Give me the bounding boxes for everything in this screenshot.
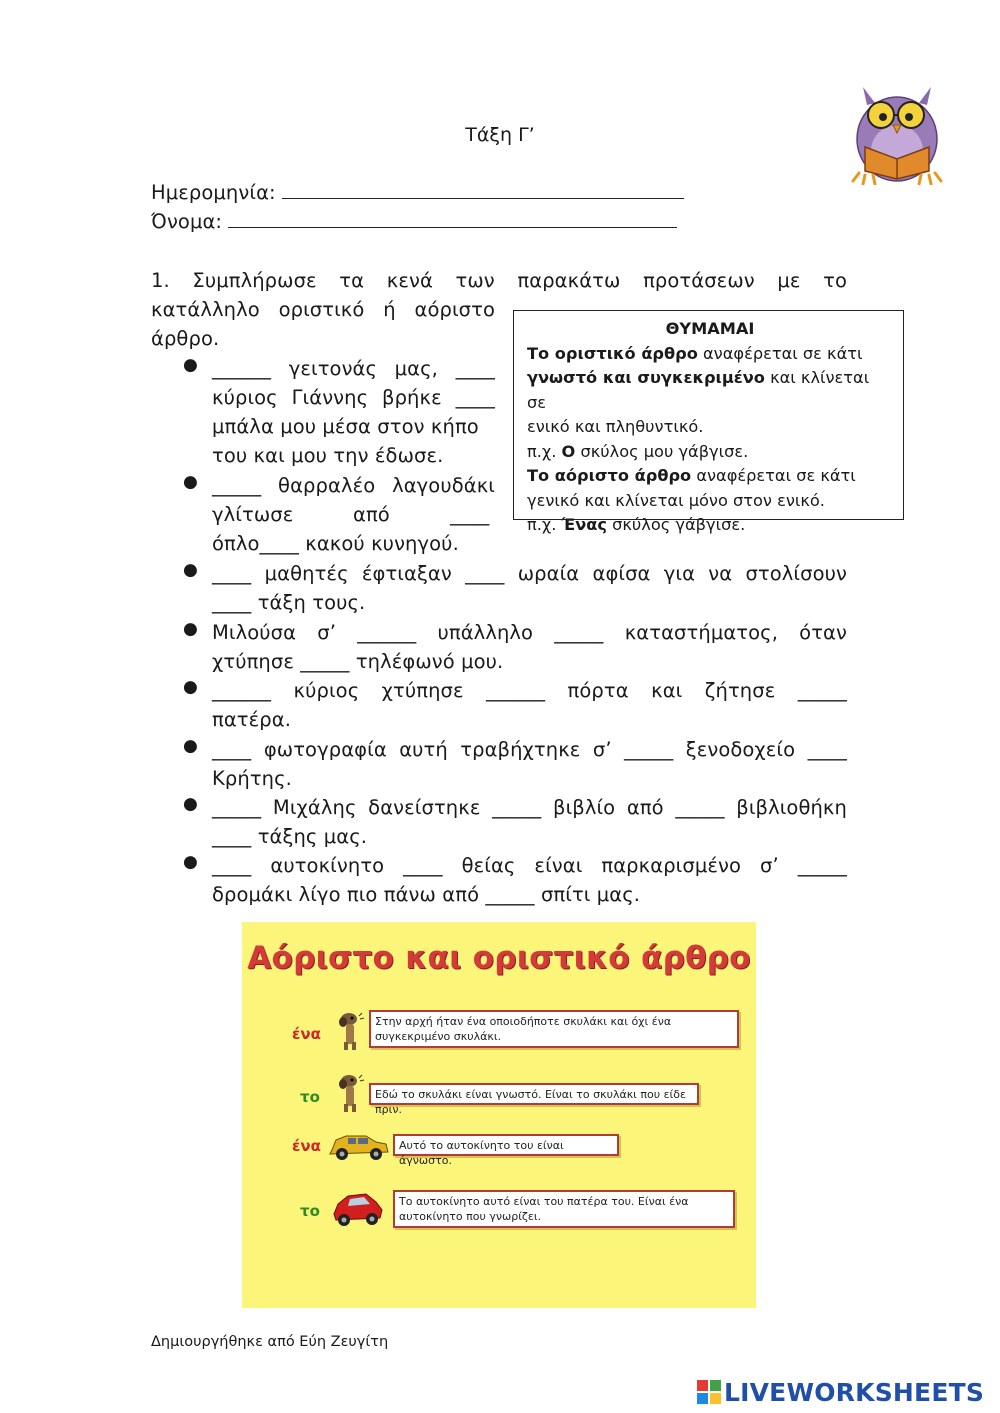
poster-article-2: το (300, 1088, 320, 1106)
poster-article-4: το (300, 1202, 320, 1220)
reminder-line-5: Το αόριστο άρθρο αναφέρεται σε κάτι (527, 466, 856, 485)
sentence-7-line-2[interactable]: ____ τάξης μας. (212, 825, 368, 848)
liveworksheets-wordmark: LIVEWORKSHEETS (724, 1377, 985, 1407)
date-blank[interactable] (282, 197, 684, 199)
sentence-1-line-1[interactable]: ______ γειτονάς μας, ____ (212, 357, 495, 380)
sentence-2-line-1[interactable]: _____ θαρραλέο λαγουδάκι (212, 474, 495, 497)
bullet-icon: ● (183, 794, 198, 814)
name-label: Όνομα: (151, 210, 223, 233)
liveworksheets-emblem-icon (697, 1380, 721, 1404)
liveworksheets-logo[interactable] (697, 1378, 984, 1406)
article-poster (242, 922, 756, 1308)
reminder-line-1: Το οριστικό άρθρο αναφέρεται σε κάτι (527, 343, 863, 363)
poster-text-3: Αυτό το αυτοκίνητο του είναι άγνωστο. (393, 1134, 619, 1156)
bullet-icon: ● (183, 472, 198, 492)
sentence-2-line-3[interactable]: όπλο____ κακού κυνηγού. (212, 532, 459, 555)
date-row (151, 178, 684, 207)
sentence-2-word-apo: από (353, 503, 390, 526)
reminder-line-4: π.χ. Ο σκύλος μου γάβγισε. (527, 441, 749, 461)
bullet-icon: ● (183, 736, 198, 756)
exercise-instruction-line-3: άρθρο. (151, 327, 220, 350)
reminder-line-7: π.χ. Ένας σκύλος γάβγισε. (527, 515, 746, 534)
sentence-6-line-1[interactable]: ____ φωτογραφία αυτή τραβήχτηκε σ’ _____ ξενοδοχείο ____ (212, 738, 847, 761)
red-car-icon (330, 1186, 386, 1230)
sentence-1-line-2[interactable]: κύριος Γιάννης βρήκε ____ (212, 386, 495, 409)
exercise-instruction-line-1: 1. Συμπλήρωσε τα κενά των παρακάτω προτάσεων με το (151, 269, 847, 292)
sentence-2-blank[interactable]: ____ (450, 503, 490, 526)
reminder-heading: ΘΥΜΑΜΑΙ (665, 319, 755, 338)
poster-article-1: ένα (292, 1025, 321, 1043)
bullet-icon: ● (183, 355, 198, 375)
sentence-1-line-3: μπάλα μου μέσα στον κήπο (212, 415, 479, 438)
class-title: Τάξη Γ’ (465, 124, 535, 146)
sentence-3-line-1[interactable]: ____ μαθητές έφτιαξαν ____ ωραία αφίσα για να στολίσουν (212, 562, 847, 585)
date-label: Ημερομηνία: (151, 181, 276, 204)
sentence-5-line-1[interactable]: ______ κύριος χτύπησε ______ πόρτα και ζήτησε _____ (212, 679, 847, 702)
sentence-3-line-2[interactable]: ____ τάξη τους. (212, 591, 366, 614)
poster-text-2: Εδώ το σκυλάκι είναι γνωστό. Είναι το σκυλάκι που είδε πριν. (369, 1083, 699, 1105)
dog-icon (335, 1010, 367, 1052)
sentence-2-line-2 (212, 500, 495, 529)
poster-text-4: Το αυτοκίνητο αυτό είναι του πατέρα του. Είναι ένα αυτοκίνητο που γνωρίζει. (393, 1190, 735, 1228)
sentence-7-line-1[interactable]: _____ Μιχάλης δανείστηκε _____ βιβλίο από _____ βιβλιοθήκη (212, 796, 847, 819)
sentence-2-word-glitose: γλίτωσε (212, 503, 294, 526)
yellow-car-icon (326, 1128, 390, 1162)
sentence-1-line-4: του και μου την έδωσε. (212, 444, 444, 467)
reminder-box (513, 310, 904, 534)
sentence-8-line-2[interactable]: δρομάκι λίγο πιο πάνω από _____ σπίτι μας. (212, 883, 641, 906)
reminder-line-3: ενικό και πληθυντικό. (527, 417, 704, 436)
bullet-icon: ● (183, 619, 198, 639)
bullet-icon: ● (183, 560, 198, 580)
sentence-8-line-1[interactable]: ____ αυτοκίνητο ____ θείας είναι παρκαρισμένο σ’ _____ (212, 854, 847, 877)
reminder-line-6: γενικό και κλίνεται μόνο στον ενικό. (527, 490, 825, 510)
name-blank[interactable] (228, 226, 677, 228)
sentence-6-line-2: Κρήτης. (212, 767, 292, 790)
bullet-icon: ● (183, 852, 198, 872)
sentence-5-line-2: πατέρα. (212, 708, 292, 731)
name-row (151, 207, 677, 236)
reminder-line-2: γνωστό και συγκεκριμένο και κλίνεται σε (527, 368, 870, 412)
poster-title: Αόριστο και οριστικό άρθρο (247, 940, 751, 976)
poster-article-3: ένα (292, 1137, 321, 1155)
exercise-instruction-line-2: κατάλληλο οριστικό ή αόριστο (151, 298, 495, 321)
bullet-icon: ● (183, 677, 198, 697)
sentence-4-line-1[interactable]: Μιλούσα σ’ ______ υπάλληλο _____ καταστήματος, όταν (212, 621, 847, 644)
author-credit: Δημιουργήθηκε από Εύη Ζευγίτη (151, 1334, 389, 1350)
dog-icon (335, 1072, 367, 1114)
sentence-4-line-2[interactable]: χτύπησε _____ τηλέφωνό μου. (212, 650, 504, 673)
poster-text-1: Στην αρχή ήταν ένα οποιοδήποτε σκυλάκι και όχι ένα συγκεκριμένο σκυλάκι. (369, 1010, 739, 1048)
